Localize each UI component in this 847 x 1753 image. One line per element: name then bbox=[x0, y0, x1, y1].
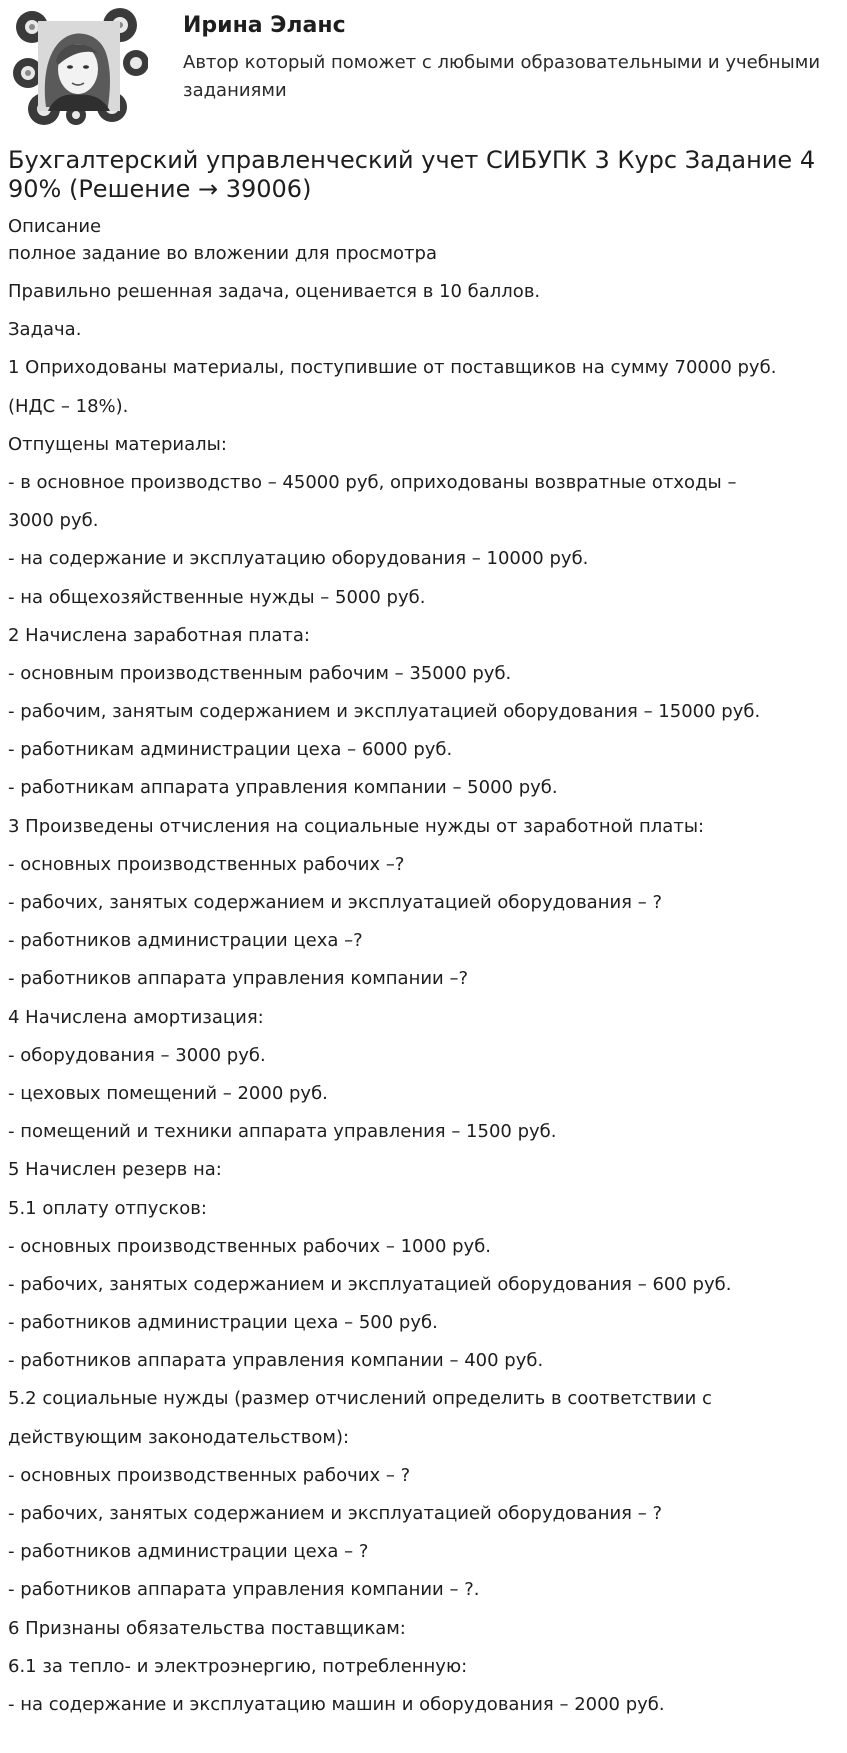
task-line: - работников администрации цеха – 500 руб. bbox=[8, 1312, 438, 1334]
task-line: Отпущены материалы: bbox=[8, 433, 227, 455]
task-line: - рабочих, занятых содержанием и эксплуатацией оборудования – ? bbox=[8, 1503, 663, 1524]
task-line: 2 Начислена заработная плата: bbox=[8, 624, 310, 646]
author-avatar[interactable] bbox=[8, 7, 148, 125]
task-line: - на общехозяйственные нужды – 5000 руб. bbox=[8, 586, 426, 608]
task-line: - основных производственных рабочих – 1000 руб. bbox=[8, 1235, 492, 1257]
task-line: - работников аппарата управления компании –? bbox=[8, 968, 469, 990]
task-line: Правильно решенная задача, оценивается в 10 баллов. bbox=[8, 281, 541, 302]
task-line: 5.1 оплату отпусков: bbox=[8, 1197, 207, 1219]
task-line: - работников аппарата управления компании – 400 руб. bbox=[8, 1350, 544, 1372]
task-line: - на содержание и эксплуатацию оборудования – 10000 руб. bbox=[8, 548, 589, 570]
task-line: - работников аппарата управления компании – ?. bbox=[8, 1579, 480, 1601]
task-line: - основным производственным рабочим – 35000 руб. bbox=[8, 662, 512, 684]
task-line: Задача. bbox=[8, 319, 82, 341]
task-line: - рабочим, занятым содержанием и эксплуатацией оборудования – 15000 руб. bbox=[8, 701, 761, 723]
task-line: 1 Оприходованы материалы, поступившие от поставщиков на сумму 70000 руб. bbox=[8, 357, 777, 379]
task-line: - основных производственных рабочих –? bbox=[8, 853, 405, 875]
author-name[interactable]: Ирина Эланс bbox=[183, 13, 346, 38]
task-line: - работникам аппарата управления компании – 5000 руб. bbox=[8, 777, 558, 799]
task-line: - на содержание и эксплуатацию машин и оборудования – 2000 руб. bbox=[8, 1693, 665, 1715]
task-line: (НДС – 18%). bbox=[8, 395, 129, 417]
task-line: - помещений и техники аппарата управления – 1500 руб. bbox=[8, 1121, 557, 1143]
task-text bbox=[8, 280, 843, 1731]
task-line: - основных производственных рабочих – ? bbox=[8, 1464, 411, 1486]
task-line: действующим законодательством): bbox=[8, 1426, 350, 1448]
description-label: Описание bbox=[8, 216, 102, 237]
description-note: полное задание во вложении для просмотра bbox=[8, 243, 437, 264]
document-title: Бухгалтерский управленческий учет СИБУПК 3 Курс Задание 4 90% (Решение → 39006) bbox=[8, 146, 816, 203]
task-line: 6 Признаны обязательства поставщикам: bbox=[8, 1617, 406, 1639]
task-line: 4 Начислена амортизация: bbox=[8, 1006, 264, 1028]
author-header bbox=[0, 0, 847, 130]
task-line: 3000 руб. bbox=[8, 510, 99, 532]
task-line: 3 Произведены отчисления на социальные нужды от заработной платы: bbox=[8, 815, 705, 837]
author-description: Автор который поможет с любыми образовательными и учебными заданиями bbox=[183, 52, 821, 101]
task-line: - работникам администрации цеха – 6000 руб. bbox=[8, 739, 453, 761]
task-line: - работников администрации цеха – ? bbox=[8, 1541, 369, 1563]
task-line: - в основное производство – 45000 руб, оприходованы возвратные отходы – bbox=[8, 471, 737, 493]
task-line: 6.1 за тепло- и электроэнергию, потребленную: bbox=[8, 1655, 468, 1677]
task-line: - оборудования – 3000 руб. bbox=[8, 1044, 266, 1066]
task-line: 5.2 социальные нужды (размер отчислений определить в соответствии с bbox=[8, 1388, 712, 1410]
task-line: - работников администрации цеха –? bbox=[8, 930, 363, 952]
task-line: - рабочих, занятых содержанием и эксплуатацией оборудования – ? bbox=[8, 892, 663, 913]
task-line: 5 Начислен резерв на: bbox=[8, 1159, 222, 1181]
task-line: - рабочих, занятых содержанием и эксплуатацией оборудования – 600 руб. bbox=[8, 1273, 732, 1295]
task-line: - цеховых помещений – 2000 руб. bbox=[8, 1082, 328, 1104]
